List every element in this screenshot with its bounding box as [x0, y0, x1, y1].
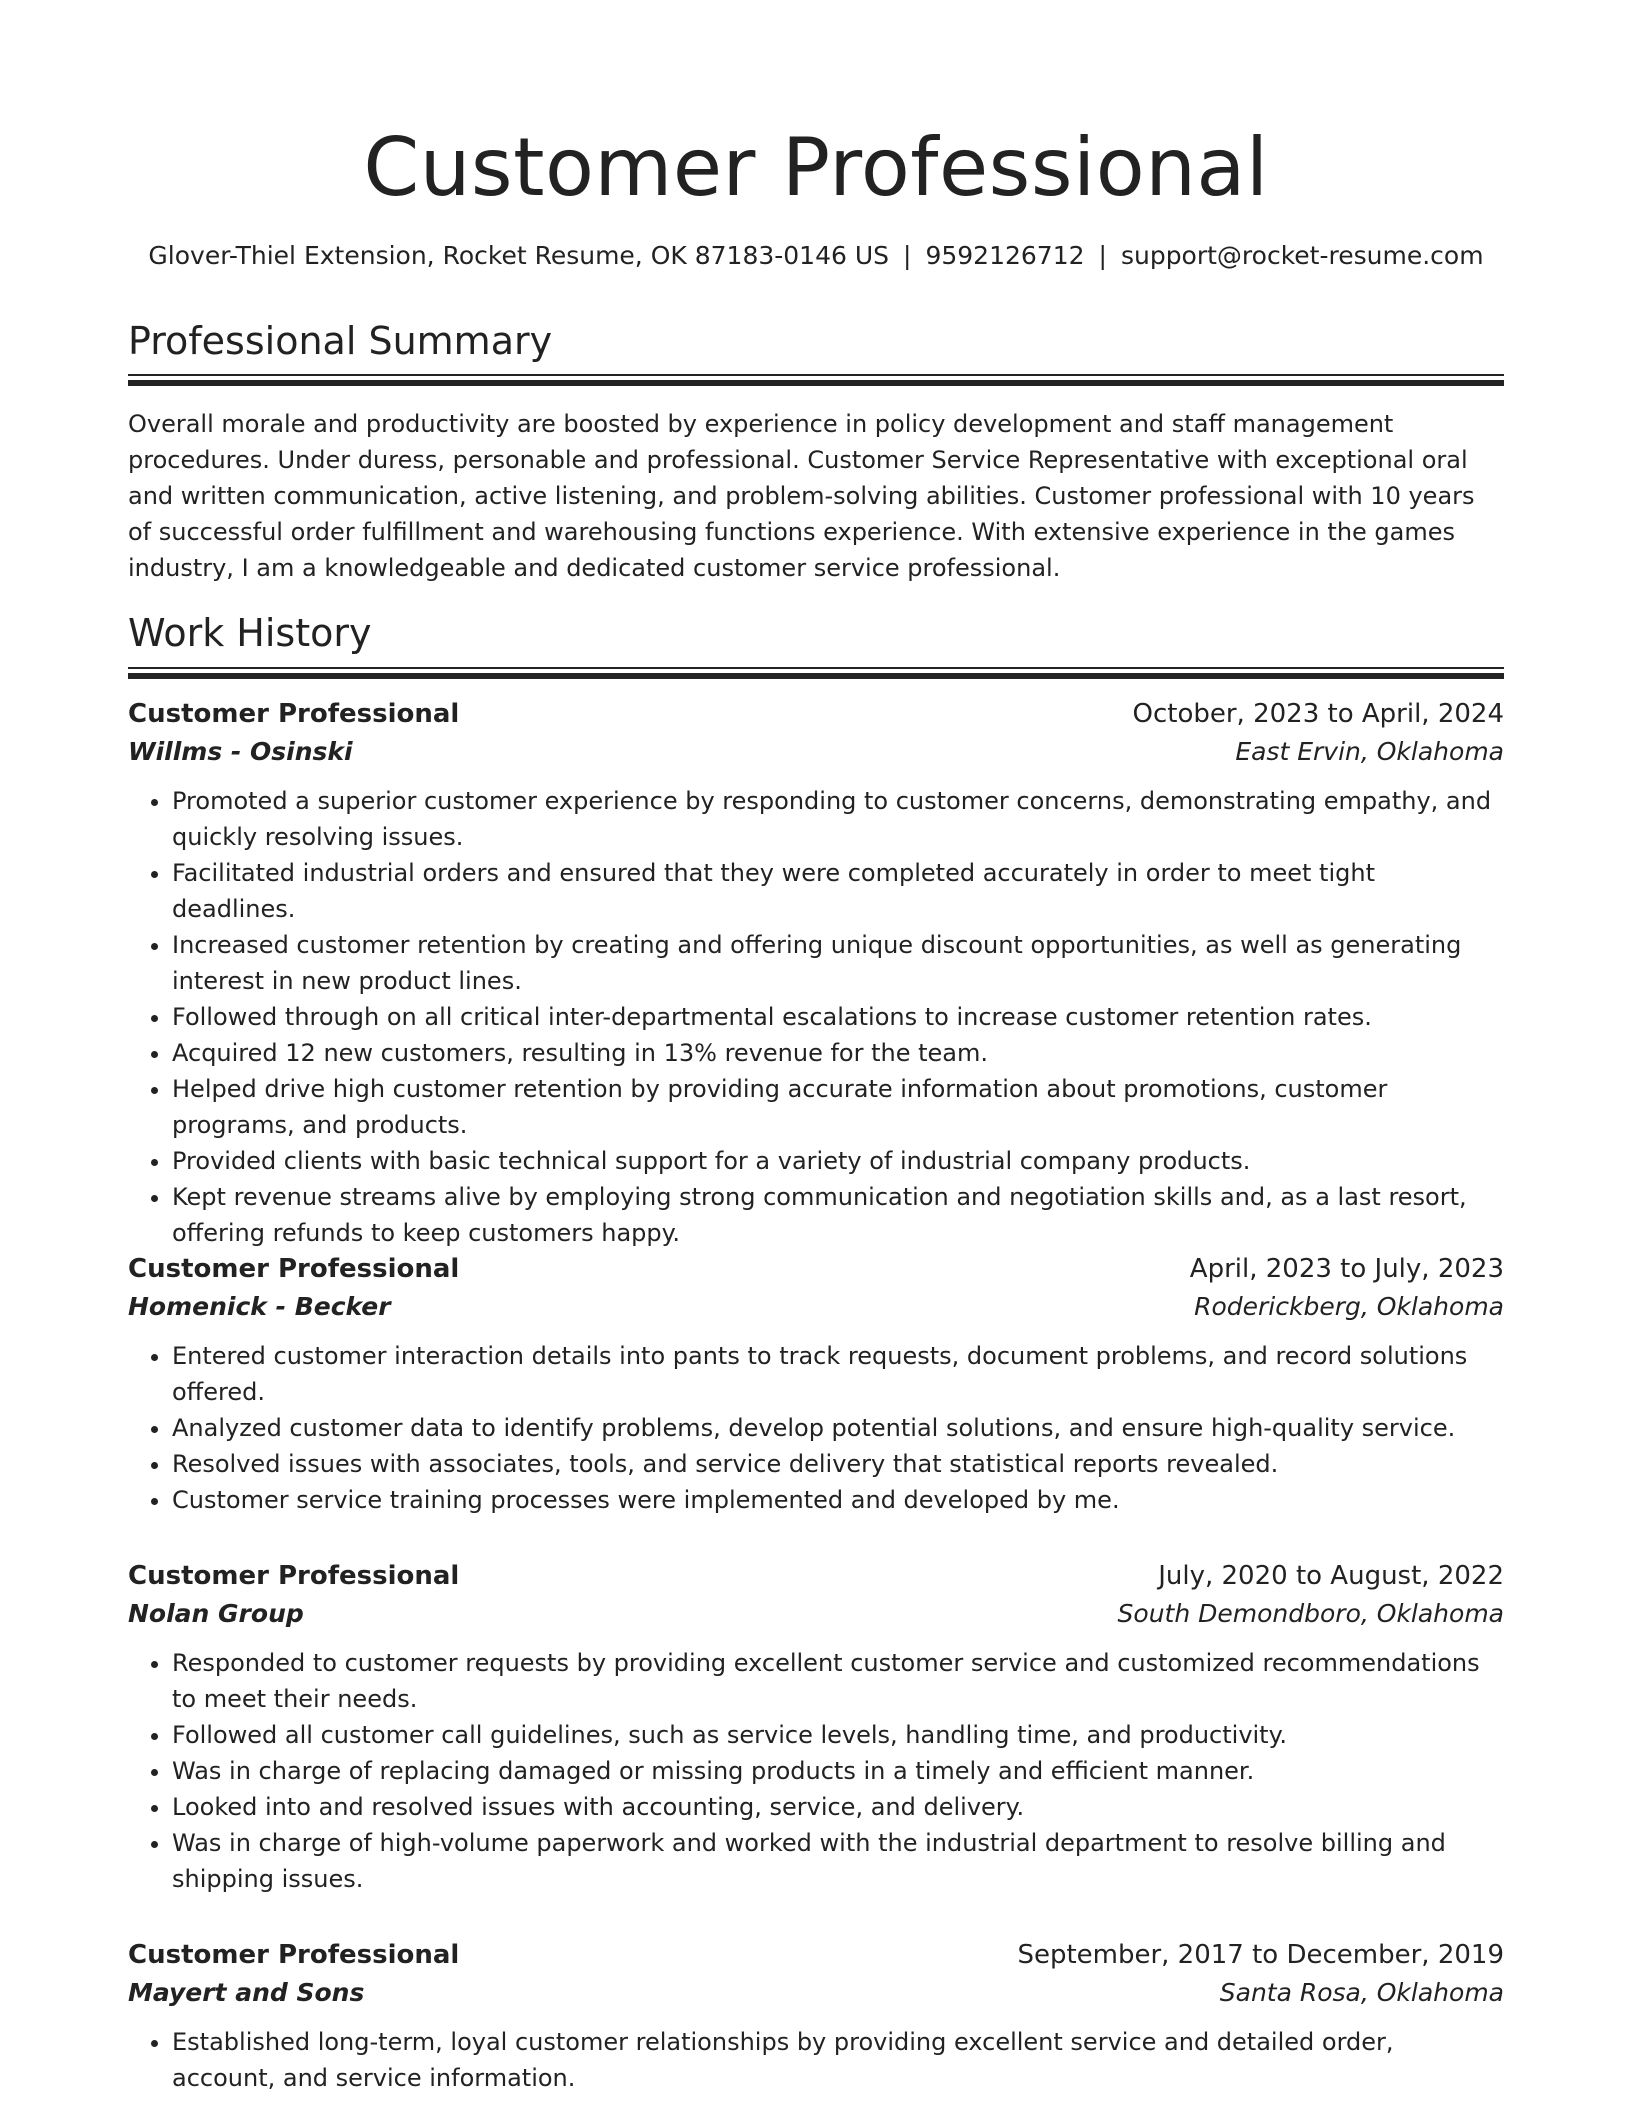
job-bullets [128, 783, 1504, 1251]
bullet-item: • Kept revenue streams alive by employing strong communication and negotiation skills and, as a last resort, offering refunds to keep customers happy. [172, 1179, 1504, 1251]
job-entry [128, 1250, 1504, 1518]
bullet-item: • Increased customer retention by creating and offering unique discount opportunities, as well as generating interest in new product lines. [172, 927, 1504, 999]
company-name: Nolan Group [128, 1599, 304, 1628]
job-entry [128, 1557, 1504, 1897]
job-bullets [128, 1645, 1504, 1897]
bullet-item: • Customer service training processes were implemented and developed by me. [172, 1482, 1504, 1518]
bullet-item: • Resolved issues with associates, tools, and service delivery that statistical reports revealed. [172, 1446, 1504, 1482]
candidate-name: Customer Professional [363, 121, 1269, 214]
bullet-item: • Facilitated industrial orders and ensured that they were completed accurately in order to meet tight deadlines. [172, 855, 1504, 927]
section-divider [128, 667, 1504, 680]
bullet-item: • Responded to customer requests by providing excellent customer service and customized recommendations to meet their needs. [172, 1645, 1504, 1717]
job-dates: July, 2020 to August, 2022 [1158, 1561, 1504, 1591]
job-subheader [128, 1288, 1504, 1326]
job-entry [128, 695, 1504, 1251]
company-name: Homenick - Becker [128, 1292, 391, 1321]
job-subheader [128, 733, 1504, 771]
job-subheader [128, 1595, 1504, 1633]
bullet-item: • Helped drive high customer retention by providing accurate information about promotions, customer programs, and products. [172, 1071, 1504, 1143]
job-header [128, 1557, 1504, 1595]
job-entry [128, 1936, 1504, 2096]
summary-heading: Professional Summary [128, 319, 553, 363]
work-history-heading: Work History [128, 611, 372, 655]
contact-line [0, 238, 1632, 274]
job-dates: April, 2023 to July, 2023 [1189, 1254, 1504, 1284]
job-header [128, 695, 1504, 733]
job-location: Roderickberg, Oklahoma [1194, 1292, 1504, 1321]
separator: | [903, 241, 912, 270]
bullet-item: • Promoted a superior customer experience by responding to customer concerns, demonstrating empathy, and quickly resolving issues. [172, 783, 1504, 855]
bullet-item: • Provided clients with basic technical support for a variety of industrial company products. [172, 1143, 1504, 1179]
section-divider [128, 374, 1504, 387]
bullet-item: • Followed through on all critical inter-departmental escalations to increase customer retention rates. [172, 999, 1504, 1035]
address: Glover-Thiel Extension, Rocket Resume, OK 87183-0146 US [148, 241, 890, 270]
job-header [128, 1936, 1504, 1974]
company-name: Willms - Osinski [128, 737, 353, 766]
job-header [128, 1250, 1504, 1288]
job-title: Customer Professional [128, 1254, 460, 1284]
job-title: Customer Professional [128, 1561, 460, 1591]
job-dates: September, 2017 to December, 2019 [1017, 1940, 1504, 1970]
phone: 9592126712 [925, 241, 1085, 270]
job-bullets [128, 2024, 1504, 2096]
bullet-item: • Followed all customer call guidelines, such as service levels, handling time, and productivity. [172, 1717, 1504, 1753]
bullet-item: • Entered customer interaction details into pants to track requests, document problems, and record solutions offered. [172, 1338, 1504, 1410]
job-bullets [128, 1338, 1504, 1518]
job-location: Santa Rosa, Oklahoma [1219, 1978, 1504, 2007]
bullet-item: • Analyzed customer data to identify problems, develop potential solutions, and ensure high-quality service. [172, 1410, 1504, 1446]
summary-text: Overall morale and productivity are boosted by experience in policy development and staff management procedures. Under duress, personable and professional. Customer Service Representative with exceptional oral and written communication, active listening, and problem-solving abilities. Customer professional with 10 years of successful order fulfillment and warehousing functions experience. With extensive experience in the games industry, I am a knowledgeable and dedicated customer service professional. [128, 410, 1475, 582]
company-name: Mayert and Sons [128, 1978, 365, 2007]
bullet-item: • Was in charge of high-volume paperwork and worked with the industrial department to resolve billing and shipping issues. [172, 1825, 1504, 1897]
job-title: Customer Professional [128, 699, 460, 729]
job-dates: October, 2023 to April, 2024 [1132, 699, 1504, 729]
bullet-item: • Established long-term, loyal customer relationships by providing excellent service and detailed order, account, and service information. [172, 2024, 1504, 2096]
bullet-item: • Acquired 12 new customers, resulting in 13% revenue for the team. [172, 1035, 1504, 1071]
job-location: East Ervin, Oklahoma [1235, 737, 1504, 766]
email-link[interactable]: support@rocket-resume.com [1120, 241, 1484, 270]
bullet-item: • Looked into and resolved issues with accounting, service, and delivery. [172, 1789, 1504, 1825]
job-location: South Demondboro, Oklahoma [1117, 1599, 1504, 1628]
job-title: Customer Professional [128, 1940, 460, 1970]
job-subheader [128, 1974, 1504, 2012]
separator: | [1098, 241, 1107, 270]
bullet-item: • Was in charge of replacing damaged or missing products in a timely and efficient manner. [172, 1753, 1504, 1789]
